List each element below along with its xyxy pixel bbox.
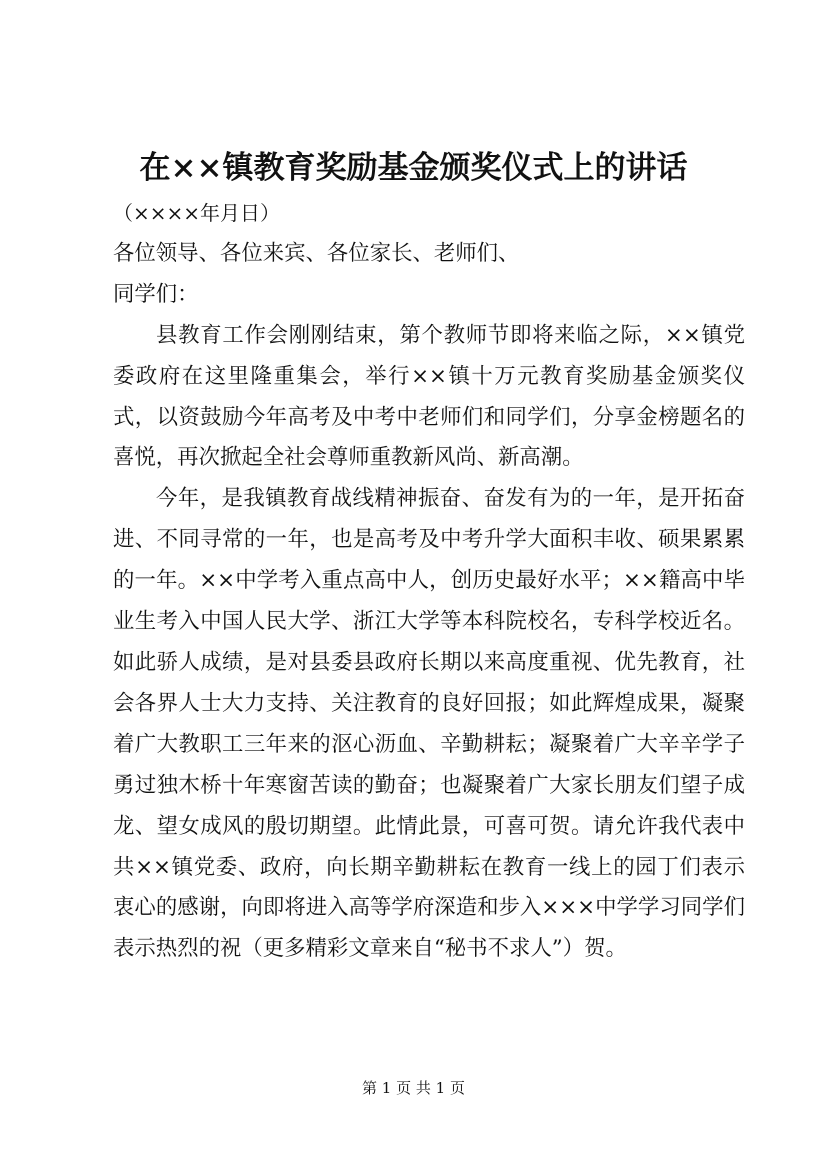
document-body: [113, 193, 745, 970]
page-footer: 第 1 页 共 1 页: [362, 1079, 465, 1097]
date-line: （××××年月日）: [113, 201, 281, 225]
document-title: 在××镇教育奖励基金颁奖仪式上的讲话: [139, 150, 688, 186]
paragraph: 县教育工作会刚刚结束，第个教师节即将来临之际，××镇党委政府在这里隆重集会，举行××镇十万元教育奖励基金颁奖仪式，以资鼓励今年高考及中考中老师们和同学们，分享金榜题名的喜悦，再次掀起全社会尊师重教新风尚、新高潮。: [113, 322, 745, 471]
salutation-line-2: 同学们：: [113, 281, 199, 307]
salutation-line-1: 各位领导、各位来宾、各位家长、老师们、: [113, 240, 520, 266]
paragraph: 今年，是我镇教育战线精神振奋、奋发有为的一年，是开拓奋进、不同寻常的一年，也是高考及中考升学大面积丰收、硕果累累的一年。××中学考入重点高中人，创历史最好水平；××籍高中毕业生考入中国人民大学、浙江大学等本科院校名，专科学校近名。如此骄人成绩，是对县委县政府长期以来高度重视、优先教育，社会各界人士大力支持、关注教育的良好回报；如此辉煌成果，凝聚着广大教职工三年来的沤心沥血、辛勤耕耘；凝聚着广大辛辛学子勇过独木桥十年寒窗苦读的勤奋；也凝聚着广大家长朋友们望子成龙、望女成风的殷切期望。此情此景，可喜可贺。请允许我代表中共××镇党委、政府，向长期辛勤耕耘在教育一线上的园丁们表示衷心的感谢，向即将进入高等学府深造和步入×××中学学习同学们表示热烈的祝（更多精彩文章来自“秘书不求人”）贺。: [113, 486, 745, 962]
